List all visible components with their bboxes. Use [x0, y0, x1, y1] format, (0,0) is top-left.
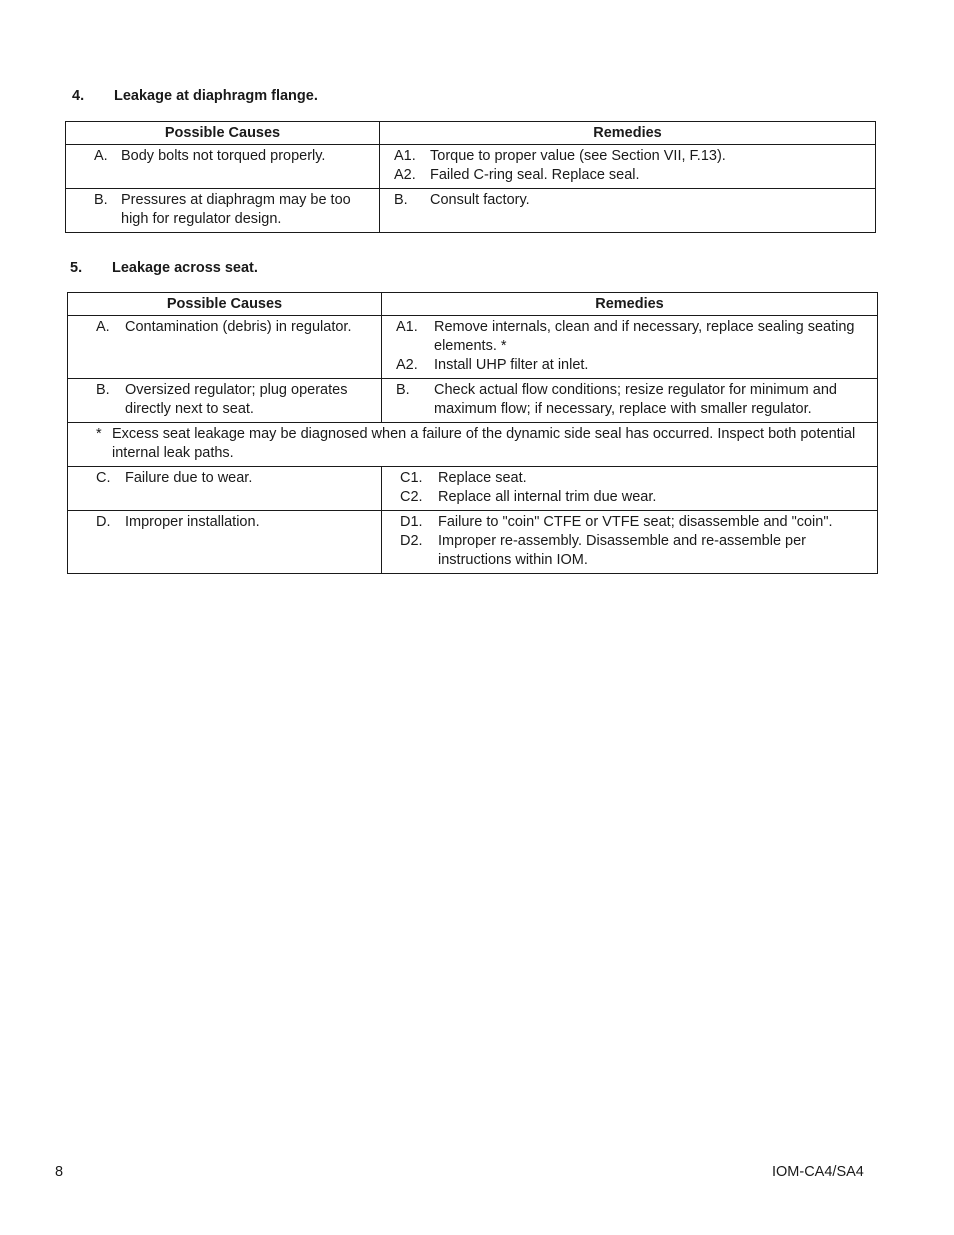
remedy-item	[396, 381, 871, 419]
remedy-item	[400, 488, 871, 507]
cause-item	[94, 147, 373, 166]
remedy-label: A1.	[394, 148, 416, 164]
table-row	[68, 467, 878, 511]
cause-item	[96, 381, 375, 419]
remedy-label: D2.	[400, 533, 423, 549]
remedy-text: Remove internals, clean and if necessary, replace sealing seating elements. *	[434, 319, 855, 354]
cause-item	[96, 318, 375, 337]
section-5-title: Leakage across seat.	[112, 260, 258, 276]
remedy-item	[396, 356, 871, 375]
remedy-item	[394, 191, 869, 210]
remedy-label: A2.	[396, 357, 418, 373]
footnote-marker: *	[96, 426, 102, 442]
cause-text: Failure due to wear.	[125, 470, 253, 486]
section-4-title: Leakage at diaphragm flange.	[114, 88, 318, 104]
table-header-row	[68, 293, 878, 316]
remedy-text: Improper re-assembly. Disassemble and re-assemble per instructions within IOM.	[438, 533, 807, 568]
cause-text: Contamination (debris) in regulator.	[125, 319, 352, 335]
table-row	[68, 379, 878, 423]
cause-text: Improper installation.	[125, 514, 260, 530]
remedy-item	[400, 532, 871, 570]
remedy-label: C2.	[400, 489, 423, 505]
table-header-row	[66, 122, 876, 145]
remedy-label: A2.	[394, 167, 416, 183]
cause-text: Body bolts not torqued properly.	[121, 148, 326, 164]
document-id: IOM-CA4/SA4	[772, 1164, 864, 1180]
section-5-table	[67, 292, 878, 574]
remedy-label: C1.	[400, 470, 423, 486]
table-row	[66, 145, 876, 189]
remedy-text: Failure to "coin" CTFE or VTFE seat; disassemble and "coin".	[438, 514, 833, 530]
cause-text: Pressures at diaphragm may be too high for regulator design.	[121, 192, 351, 227]
cause-item	[96, 469, 375, 488]
table-row	[68, 511, 878, 574]
footnote-text: Excess seat leakage may be diagnosed when a failure of the dynamic side seal has occurred. Inspect both potential internal leak paths.	[112, 426, 856, 461]
cause-label: B.	[94, 192, 108, 208]
remedy-text: Replace all internal trim due wear.	[438, 489, 657, 505]
remedy-item	[400, 513, 871, 532]
remedy-item	[400, 469, 871, 488]
table-row	[68, 316, 878, 379]
remedy-item	[394, 147, 869, 166]
cause-label: B.	[96, 382, 110, 398]
remedy-text: Torque to proper value (see Section VII, F.13).	[430, 148, 726, 164]
table-note-row	[68, 423, 878, 467]
section-4-heading	[72, 88, 318, 104]
cause-text: Oversized regulator; plug operates directly next to seat.	[125, 382, 348, 417]
remedy-label: B.	[394, 192, 408, 208]
remedy-text: Install UHP filter at inlet.	[434, 357, 589, 373]
remedies-header: Remedies	[382, 293, 878, 316]
section-4-number: 4.	[72, 88, 85, 104]
remedy-item	[394, 166, 869, 185]
section-5-number: 5.	[70, 260, 83, 276]
cause-label: D.	[96, 514, 111, 530]
cause-item	[96, 513, 375, 532]
remedy-label: A1.	[396, 319, 418, 335]
remedy-item	[396, 318, 871, 356]
remedy-text: Check actual flow conditions; resize regulator for minimum and maximum flow; if necessary, replace with smaller regulator.	[434, 382, 837, 417]
cause-label: C.	[96, 470, 111, 486]
causes-header: Possible Causes	[66, 122, 380, 145]
table-row	[66, 189, 876, 233]
page-number: 8	[55, 1164, 64, 1180]
cause-label: A.	[94, 148, 108, 164]
section-4-table	[65, 121, 876, 233]
remedy-text: Failed C-ring seal. Replace seal.	[430, 167, 640, 183]
remedy-label: B.	[396, 382, 410, 398]
section-5-heading	[70, 260, 258, 276]
remedy-text: Replace seat.	[438, 470, 527, 486]
cause-item	[94, 191, 373, 229]
causes-header: Possible Causes	[68, 293, 382, 316]
remedy-label: D1.	[400, 514, 423, 530]
footnote	[74, 425, 871, 463]
cause-label: A.	[96, 319, 110, 335]
remedies-header: Remedies	[380, 122, 876, 145]
remedy-text: Consult factory.	[430, 192, 530, 208]
